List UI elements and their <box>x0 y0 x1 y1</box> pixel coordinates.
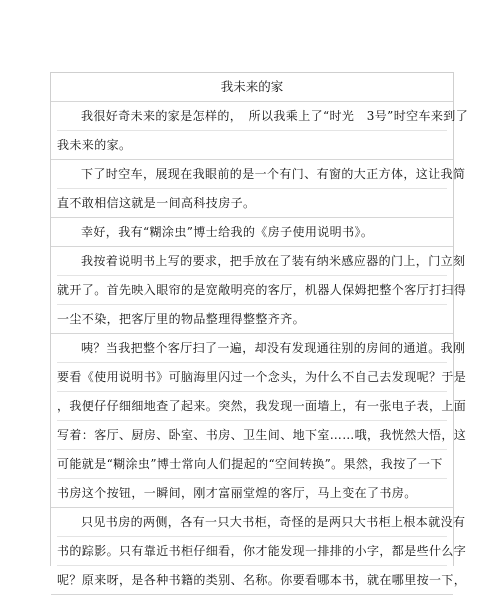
paragraph-5 <box>51 334 467 508</box>
paragraph-line: 呢？原来呀，是各种书籍的类别、名称。你要看哪本书，就在哪里按一下， <box>57 573 467 587</box>
paragraph-line: 一尘不染，把客厅里的物品整理得整整齐齐。 <box>57 312 306 326</box>
document-title: 我未来的家 <box>51 73 453 102</box>
paragraph-line: 我按着说明书上写的要求，把手放在了装有纳米感应器的门上，门立刻 <box>57 247 447 276</box>
paragraph-line: ，我便仔仔细细地查了起来。突然，我发现一面墙上，有一张电子表，上面 <box>57 392 447 421</box>
paragraph-line: 我很好奇未来的家是怎样的， 所以我乘上了“时光 3号”时空车来到了 <box>57 102 447 131</box>
paragraph-1 <box>51 102 469 160</box>
paragraph-line: 要看《使用说明书》可脑海里闪过一个念头，为什么不自己去发现呢？于是 <box>57 363 447 392</box>
paragraph-line: 幸好，我有“糊涂虫”博士给我的《房子使用说明书》。 <box>81 225 374 239</box>
paragraph-line: 就开了。首先映入眼帘的是宽敞明亮的客厅，机器人保姆把整个客厅打扫得 <box>57 276 447 305</box>
paragraph-line: 书的踪影。只有靠近书柜仔细看，你才能发现一排排的小字，都是些什么字 <box>57 537 447 566</box>
paragraph-line: 写着：客厅、厨房、卧室、书房、卫生间、地下室……哦，我恍然大悟，这 <box>57 421 447 450</box>
paragraph-line: 书房这个按钮，一瞬间，刚才富丽堂煌的客厅，马上变在了书房。 <box>57 486 417 500</box>
paragraph-2 <box>51 160 466 218</box>
paragraph-4 <box>51 247 467 334</box>
paragraph-line: 可能就是“糊涂虫”博士常向人们提起的“空间转换”。果然，我按了一下 <box>57 450 447 479</box>
paragraph-line: 直不敢相信这就是一间高科技房子。 <box>57 196 256 210</box>
paragraph-line: 我未来的家。 <box>57 138 132 152</box>
paragraph-line: 咦？当我把整个客厅扫了一遍，却没有发现通往别的房间的通道。我刚 <box>57 334 447 363</box>
paragraph-3 <box>51 218 453 247</box>
document-table <box>50 72 469 587</box>
paragraph-6 <box>51 508 467 595</box>
paragraph-line: 下了时空车，展现在我眼前的是一个有门、有窗的大正方体，这让我简 <box>57 160 447 189</box>
paragraph-line: 只见书房的两侧，各有一只大书柜，奇怪的是两只大书柜上根本就没有 <box>57 508 447 537</box>
